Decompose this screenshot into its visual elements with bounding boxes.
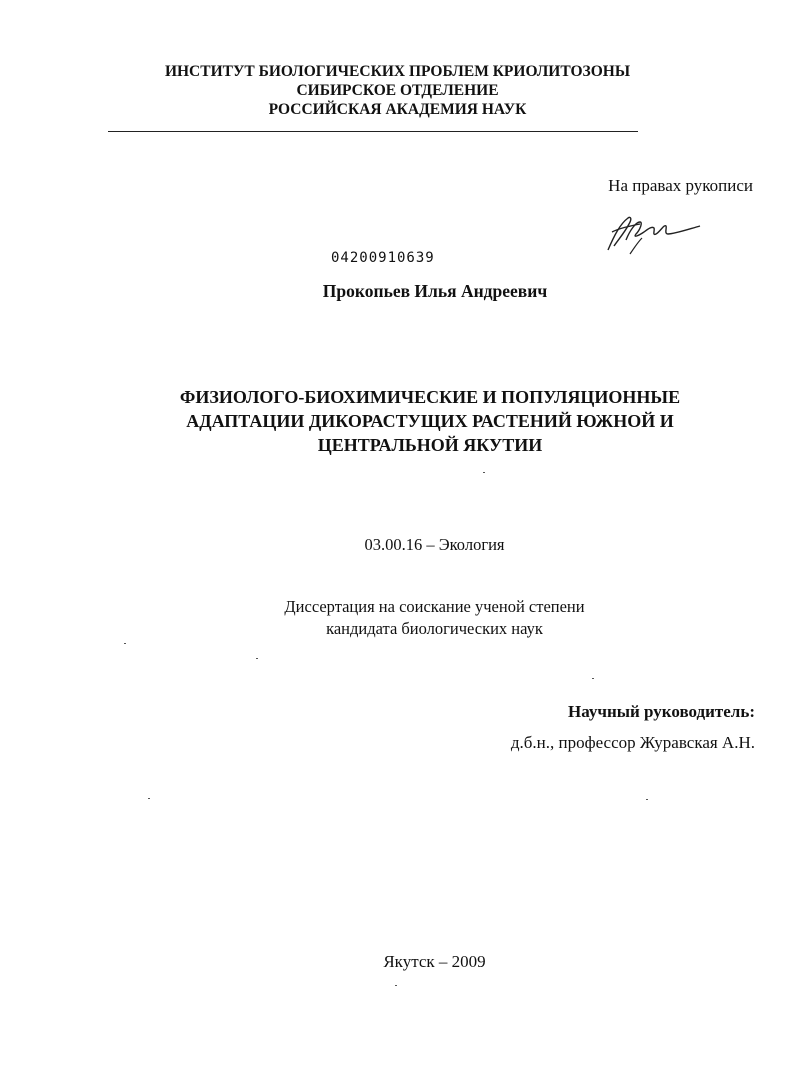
header-divider (108, 131, 638, 132)
author-name: Прокопьев Илья Андреевич (322, 281, 548, 301)
scan-speck (592, 678, 594, 679)
institution-academy: РОССИЙСКАЯ АКАДЕМИЯ НАУК (268, 101, 527, 118)
registration-number: 04200910639 (331, 250, 435, 266)
title-line: ЦЕНТРАЛЬНОЙ ЯКУТИИ (317, 435, 543, 455)
dissertation-title (0, 385, 795, 457)
institution-header (0, 62, 795, 119)
rights-note: На правах рукописи (608, 176, 753, 195)
title-line: ФИЗИОЛОГО-БИОХИМИЧЕСКИЕ И ПОПУЛЯЦИОННЫЕ (179, 387, 681, 407)
specialty: 03.00.16 – Экология (364, 535, 505, 554)
degree-statement (37, 596, 795, 640)
degree-line: Диссертация на соискание ученой степени (284, 597, 585, 616)
scan-speck (483, 472, 485, 473)
degree-line: кандидата биологических наук (326, 619, 543, 638)
signature-icon (600, 210, 710, 258)
scan-speck (646, 799, 648, 800)
scan-speck (395, 985, 397, 986)
scan-speck (256, 658, 258, 659)
supervisor-name: д.б.н., профессор Журавская А.Н. (510, 733, 755, 752)
supervisor-label: Научный руководитель: (568, 702, 755, 721)
title-line: АДАПТАЦИИ ДИКОРАСТУЩИХ РАСТЕНИЙ ЮЖНОЙ И (186, 411, 674, 431)
scan-speck (124, 643, 126, 644)
place-year: Якутск – 2009 (383, 952, 486, 971)
institution-branch: СИБИРСКОЕ ОТДЕЛЕНИЕ (296, 82, 499, 99)
scan-speck (148, 798, 150, 799)
institution-name: ИНСТИТУТ БИОЛОГИЧЕСКИХ ПРОБЛЕМ КРИОЛИТОЗОНЫ (164, 63, 631, 80)
